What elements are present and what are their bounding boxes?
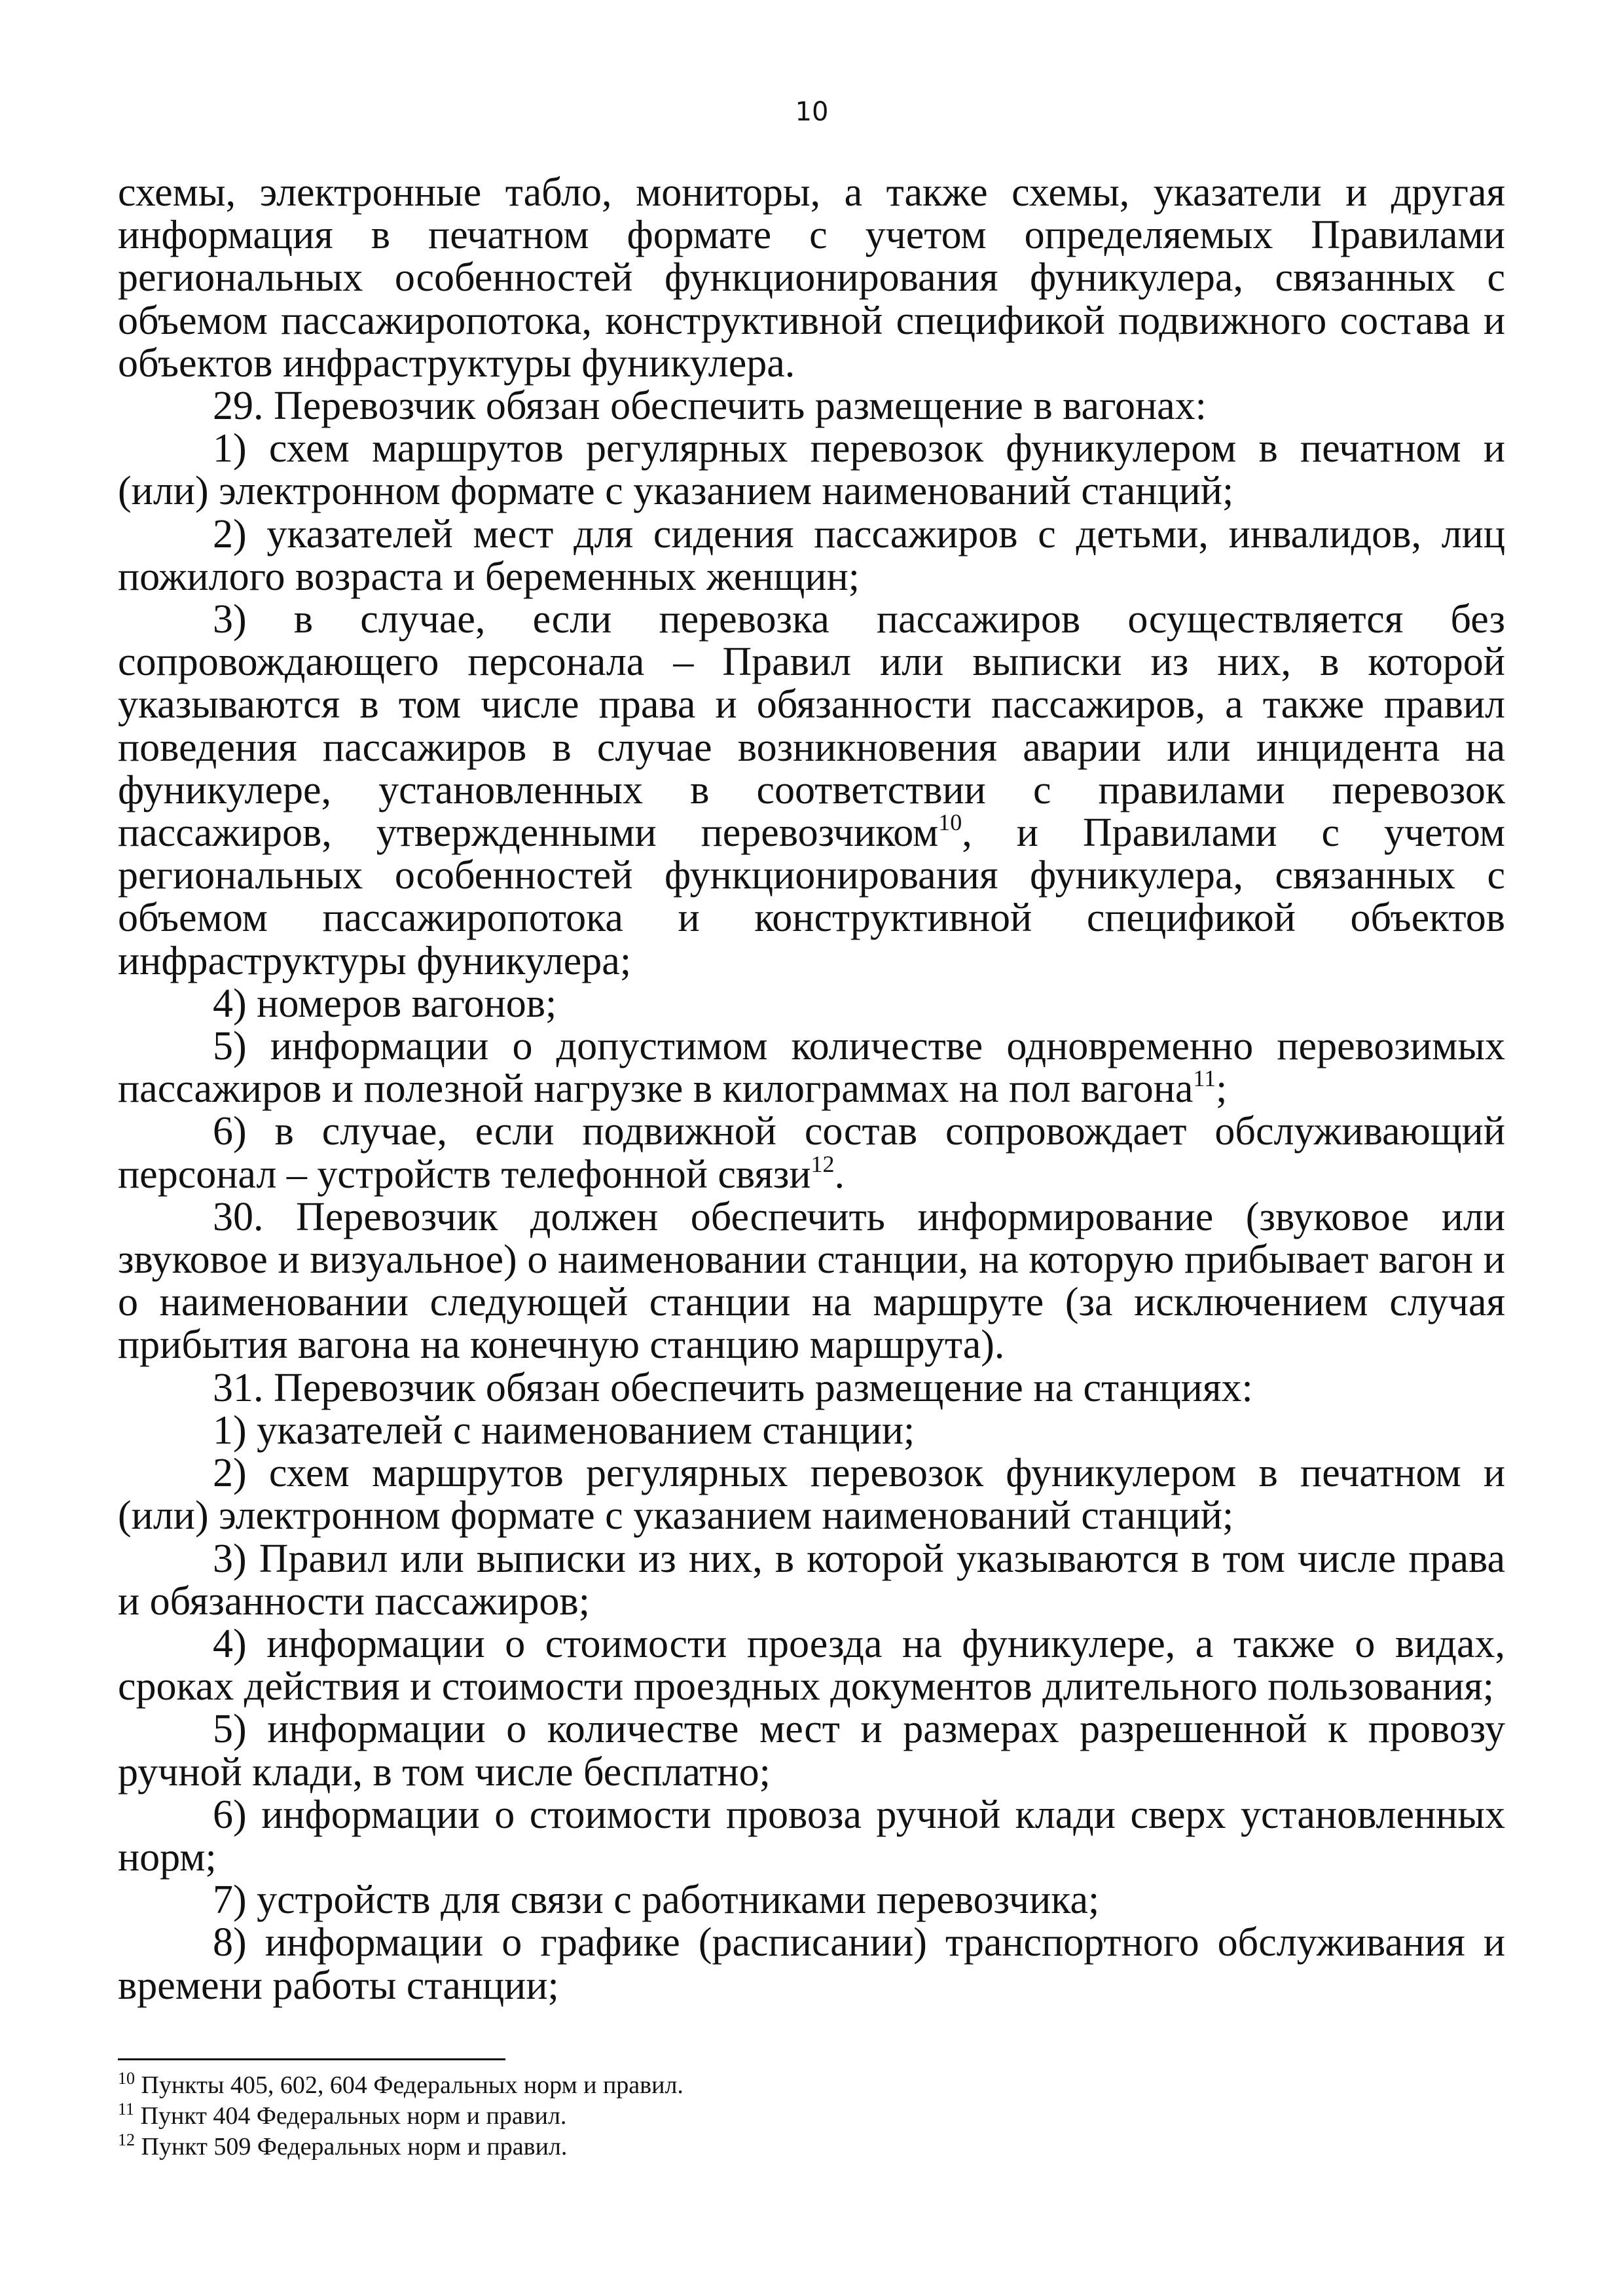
clause-31-item-1: 1) указателей с наименованием станции; (213, 1408, 915, 1453)
paragraph-continuation: схемы, электронные табло, мониторы, а также схемы, указатели и другая информация в печатном формате с учетом определяемых Правилами региональных особенностей функционирования фуникулера, связанных с объемом пассажиропотока, конструктивной спецификой подвижного состава и объектов инфраструктуры фуникулера. (118, 170, 1505, 386)
clause-31-item-8: 8) информации о графике (расписании) транспортного обслуживания и времени работы станции; (118, 1920, 1505, 2008)
footnote-ref-11: 11 (1193, 1065, 1216, 1092)
footnote: $^{11}$ Пункт 404 Федеральных норм и правил. (118, 2100, 567, 2130)
footnote-ref-12: 12 (811, 1150, 835, 1177)
clause-29: 29. Перевозчик обязан обеспечить размещение в вагонах: (213, 384, 1207, 429)
clause-29-item-2: 2) указателей мест для сидения пассажиров с детьми, инвалидов, лиц пожилого возраста и беременных женщин; (118, 511, 1505, 599)
clause-29-item-5: 5) информации о допустимом количестве одновременно перевозимых пассажиров и полезной нагрузке в килограммах на пол вагона$^{11}$; (118, 1024, 1505, 1112)
clause-29-item-1: 1) схем маршрутов регулярных перевозок фуникулером в печатном и (или) электронном формате с указанием наименований станций; (118, 426, 1505, 514)
footnotes (118, 2070, 1165, 2162)
clause-29-item-6: 6) в случае, если подвижной состав сопровождает обслуживающий персонал – устройств телефонной связи$^{12}$. (118, 1109, 1505, 1197)
footnote-ref-10: 10 (938, 809, 962, 836)
clause-31-item-3: 3) Правил или выписки из них, в которой указываются в том числе права и обязанности пассажиров; (118, 1536, 1505, 1624)
clause-31: 31. Перевозчик обязан обеспечить размещение на станциях: (213, 1365, 1253, 1410)
clause-29-item-4: 4) номеров вагонов; (213, 981, 557, 1026)
page-number: 10 (795, 97, 829, 127)
clause-31-item-6: 6) информации о стоимости провоза ручной клади сверх установленных норм; (118, 1792, 1505, 1880)
footnote: $^{10}$ Пункты 405, 602, 604 Федеральных норм и правил. (118, 2069, 684, 2099)
clause-29-item-3: 3) в случае, если перевозка пассажиров осуществляется без сопровождающего персонала – Правил или выписки из них, в которой указываются в том числе права и обязанности пассажиров, а также правил поведения пассажиров в случае возникновения аварии или инцидента на фуникулере, установленных в соответствии с правилами перевозок пассажиров, утвержденными перевозчиком$^{10}$, и Правилами с учетом региональных особенностей функционирования фуникулера, связанных с объемом пассажиропотока и конструктивной спецификой объектов инфраструктуры фуникулера; (118, 597, 1505, 983)
clause-31-item-5: 5) информации о количестве мест и размерах разрешенной к провозу ручной клади, в том числе бесплатно; (118, 1707, 1505, 1795)
footnote: $^{12}$ Пункт 509 Федеральных норм и правил. (118, 2130, 568, 2160)
clause-31-item-4: 4) информации о стоимости проезда на фуникулере, а также о видах, сроках действия и стоимости проездных документов длительного пользования; (118, 1621, 1505, 1709)
document-body (118, 172, 1505, 2007)
clause-31-item-7: 7) устройств для связи с работниками перевозчика; (213, 1878, 1100, 1923)
clause-31-item-2: 2) схем маршрутов регулярных перевозок фуникулером в печатном и (или) электронном формате с указанием наименований станций; (118, 1451, 1505, 1539)
footnote-separator (118, 2058, 505, 2060)
clause-30: 30. Перевозчик должен обеспечить информирование (звуковое или звуковое и визуальное) о наименовании станции, на которую прибывает вагон и о наименовании следующей станции на маршруте (за исключением случая прибытия вагона на конечную станцию маршрута). (118, 1194, 1505, 1368)
